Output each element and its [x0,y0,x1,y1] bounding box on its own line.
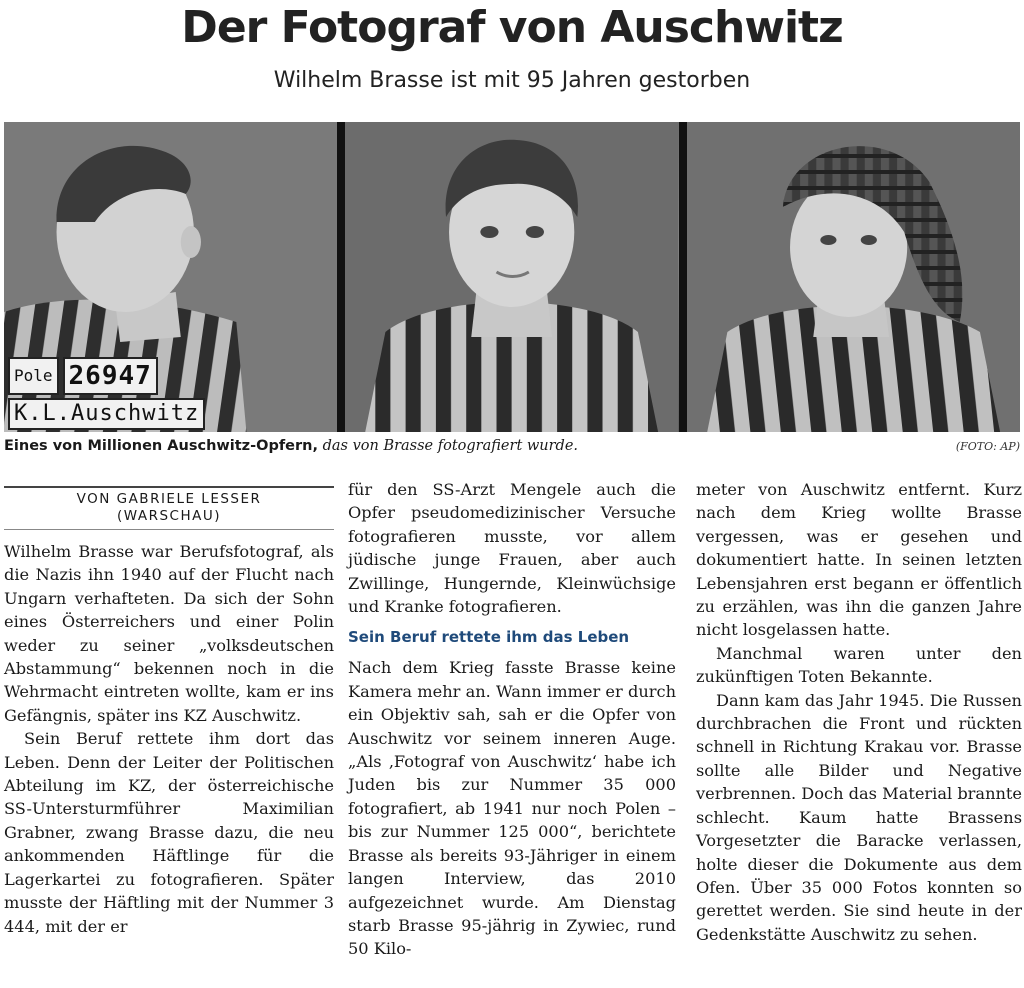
column-1 [4,486,334,938]
section-subheading: Sein Beruf rettete ihm das Leben [348,628,630,647]
photo-caption-row [4,438,1020,454]
caption-bold: Eines von Millionen Auschwitz-Opfern, [4,438,318,454]
paragraph-4: Manchmal waren unter den zukünftigen Toten Bekannte. [696,643,1022,687]
paragraph-5: Dann kam das Jahr 1945. Die Russen durchbrachen die Front und rückten schnell in Richtung Krakau vor. Brasse sollte alle Bilder und Negative verbrennen. Doch das Material brannte schlecht. Kaum hatte Brassens Vorgesetzter die Baracke verlassen, holte dieser die Dokumente aus dem Ofen. Über 35 000 Fotos konnten so gerettet werden. Sie sind heute in der Gedenkstätte Auschwitz zu sehen. [696,690,1023,944]
article-body [0,478,1024,988]
photo-strip [4,122,1020,432]
paragraph-1: Wilhelm Brasse war Berufsfotograf, als die Nazis ihn 1940 auf der Flucht nach Ungarn verhafteten. Da sich der Sohn eines Österreichers und einer Polin weder zu seiner „volksdeutschen Abstammung“ bekennen noch in die Wehrmacht eintreten wollte, kam er ins Gefängnis, später ins KZ Auschwitz. [4,542,334,725]
plate-number: 26947 [63,357,158,395]
plate-camp: K.L.Auschwitz [8,398,205,430]
caption-italic: das von Brasse fotografiert wurde. [317,438,579,454]
headscarf-portrait-image [687,122,1020,432]
article-headline: Der Fotograf von Auschwitz [181,2,843,53]
column-3 [696,478,1022,946]
byline-location: (WARSCHAU) [116,508,222,524]
paragraph-3-continued: meter von Auschwitz entfernt. Kurz nach dem Krieg wollte Brasse vergessen, was er gesehen und dokumentiert hatte. In seinen letzten Lebensjahren erst begann er öffentlich zu erzählen, was ihn die ganzen Jahre nicht losgelassen hatte. [696,480,1022,640]
frontal-portrait-image [345,122,678,432]
column-2 [348,478,676,961]
paragraph-3: Nach dem Krieg fasste Brasse keine Kamera mehr an. Wann immer er durch ein Objektiv sah, sah er die Opfer von Auschwitz vor seinem inneren Auge. „Als ‚Fotograf von Auschwitz‘ habe ich Juden bis zur Nummer 35 000 fotografiert, ab 1941 nur noch Polen – bis zur Nummer 125 000“, berichtete Brasse als bereits 93-Jähriger in einem langen Interview, das 2010 aufgezeichnet wurde. Am Dienstag starb Brasse 95-jährig in Zywiec, rund 50 Kilo- [348,658,676,959]
byline-author: VON GABRIELE LESSER [76,491,262,507]
paragraph-2-continued: für den SS-Arzt Mengele auch die Opfer pseudomedizinischer Versuche fotografieren musste, vor allem jüdische junge Frauen, aber auch Zwillinge, Hungernde, Kleinwüchsige und Kranke fotografieren. [348,480,676,617]
byline [4,486,334,530]
prisoner-plate [8,357,205,430]
article-subheadline: Wilhelm Brasse ist mit 95 Jahren gestorben [273,68,751,93]
photo-frontal [345,122,678,432]
photo-headscarf [687,122,1020,432]
plate-prefix: Pole [8,357,59,395]
photo-caption [4,438,578,454]
photo-credit: (FOTO: AP) [955,440,1020,453]
paragraph-2: Sein Beruf rettete ihm dort das Leben. Denn der Leiter der Politischen Abteilung im KZ, der österreichische SS-Untersturmführer Maximilian Grabner, zwang Brasse dazu, die neu ankommenden Häftlinge für die Lagerkartei zu fotografieren. Später musste der Häftling mit der Nummer 3 444, mit der er [4,729,334,936]
photo-profile [4,122,337,432]
